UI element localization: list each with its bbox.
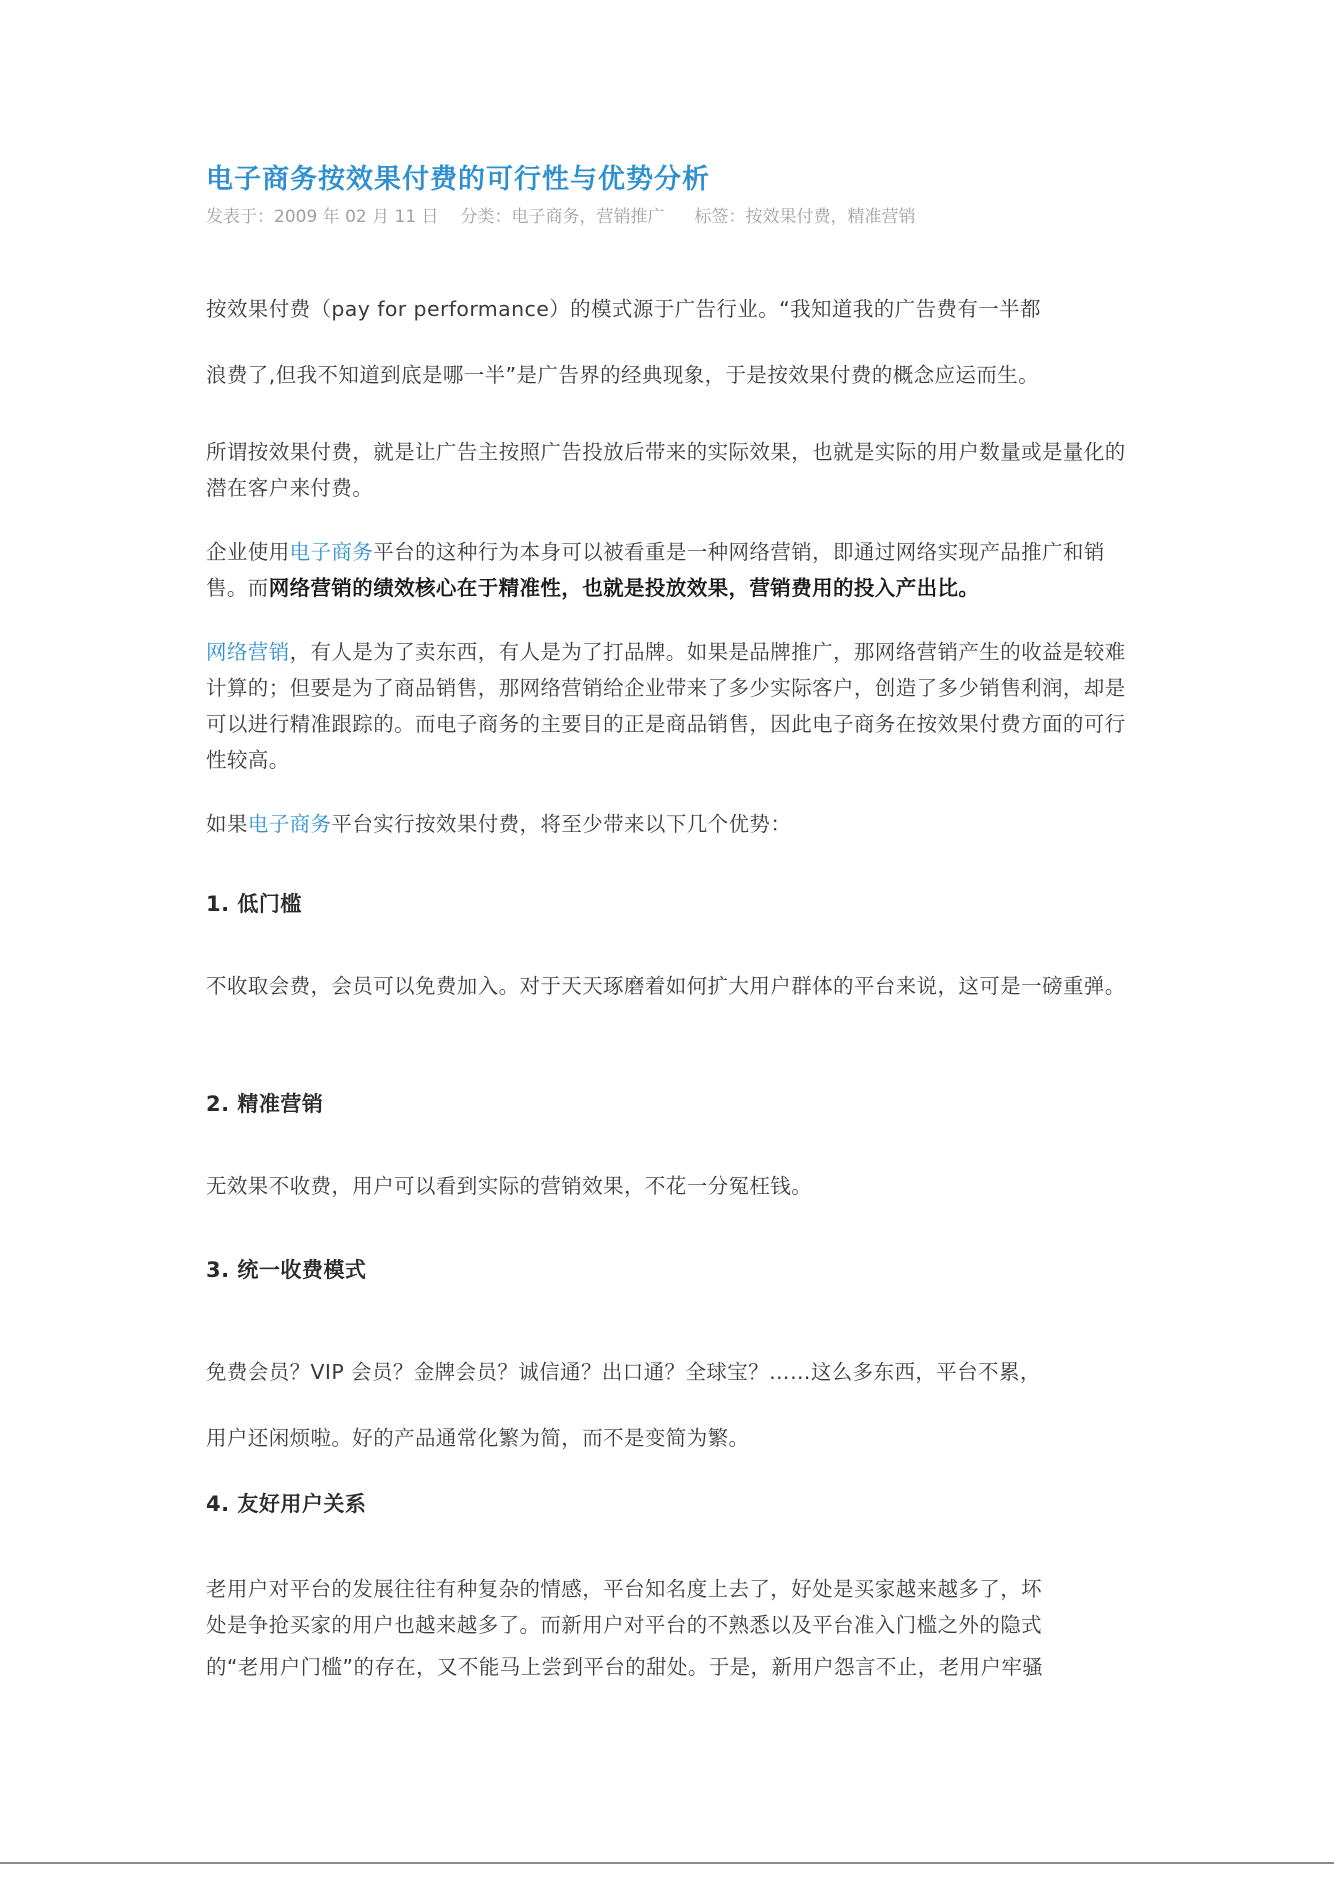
emphasis-text: 网络营销的绩效核心在于精准性，也就是投放效果，营销费用的投入产出比。 xyxy=(268,576,980,600)
network-marketing-link[interactable]: 网络营销 xyxy=(206,640,290,664)
section-heading-4: 4. 友好用户关系 xyxy=(206,1492,367,1516)
advantages-intro-paragraph: 如果电子商务平台实行按效果付费，将至少带来以下几个优势： xyxy=(206,812,792,836)
section-text-4-continued: 的“老用户门槛”的存在，又不能马上尝到平台的甜处。于是，新用户怨言不止，老用户牢骚 xyxy=(206,1655,1044,1679)
ecommerce-link-2[interactable]: 电子商务 xyxy=(247,812,332,836)
tag-list: 标签：按效果付费，精准营销 xyxy=(694,207,916,227)
ecommerce-paragraph: 企业使用电子商务平台的这种行为本身可以被看重是一种网络营销，即通过网络实现产品推广和销售。而网络营销的绩效核心在于精准性，也就是投放效果，营销费用的投入产出比。 xyxy=(206,540,1105,600)
definition-paragraph: 所谓按效果付费，就是让广告主按照广告投放后带来的实际效果，也就是实际的用户数量或是量化的潜在客户来付费。 xyxy=(206,440,1126,500)
posted-date: 发表于：2009 年 02 月 11 日 xyxy=(206,207,439,227)
section-text-1: 不收取会费，会员可以免费加入。对于天天琢磨着如何扩大用户群体的平台来说，这可是一磅重弹。 xyxy=(206,974,1126,998)
intro-paragraph xyxy=(206,276,1126,408)
page-bottom-divider xyxy=(0,1862,1334,1864)
marketing-paragraph: 网络营销，有人是为了卖东西，有人是为了打品牌。如果是品牌推广，那网络营销产生的收益是较难计算的；但要是为了商品销售，那网络营销给企业带来了多少实际客户，创造了多少销售利润，却是可以进行精准跟踪的。而电子商务的主要目的正是商品销售，因此电子商务在按效果付费方面的可行性较高。 xyxy=(206,640,1126,772)
category-list: 分类：电子商务，营销推广 xyxy=(460,207,665,227)
section-text-3: 免费会员？VIP 会员？金牌会员？诚信通？出口通？全球宝？……这么多东西，平台不累， 用户还闲烦啦。好的产品通常化繁为简，而不是变简为繁。 xyxy=(206,1360,1041,1450)
section-heading-1: 1. 低门槛 xyxy=(206,892,302,916)
section-text-2: 无效果不收费，用户可以看到实际的营销效果，不花一分冤枉钱。 xyxy=(206,1174,813,1198)
section-heading-3: 3. 统一收费模式 xyxy=(206,1258,367,1282)
article-meta xyxy=(206,204,1126,230)
ecommerce-link[interactable]: 电子商务 xyxy=(289,540,374,564)
article-title: 电子商务按效果付费的可行性与优势分析 xyxy=(206,164,710,195)
section-heading-2: 2. 精准营销 xyxy=(206,1092,324,1116)
section-text-4: 老用户对平台的发展往往有种复杂的情感，平台知名度上去了，好处是买家越来越多了，坏 处是争抢买家的用户也越来越多了。而新用户对平台的不熟悉以及平台准入门槛之外的隐式 xyxy=(206,1577,1042,1637)
intro-line-2: 浪费了,但我不知道到底是哪一半”是广告界的经典现象，于是按效果付费的概念应运而生。 xyxy=(206,363,1040,387)
article-header xyxy=(206,160,1126,230)
intro-line-1: 按效果付费（pay for performance）的模式源于广告行业。“我知道我的广告费有一半都 xyxy=(206,297,1041,321)
